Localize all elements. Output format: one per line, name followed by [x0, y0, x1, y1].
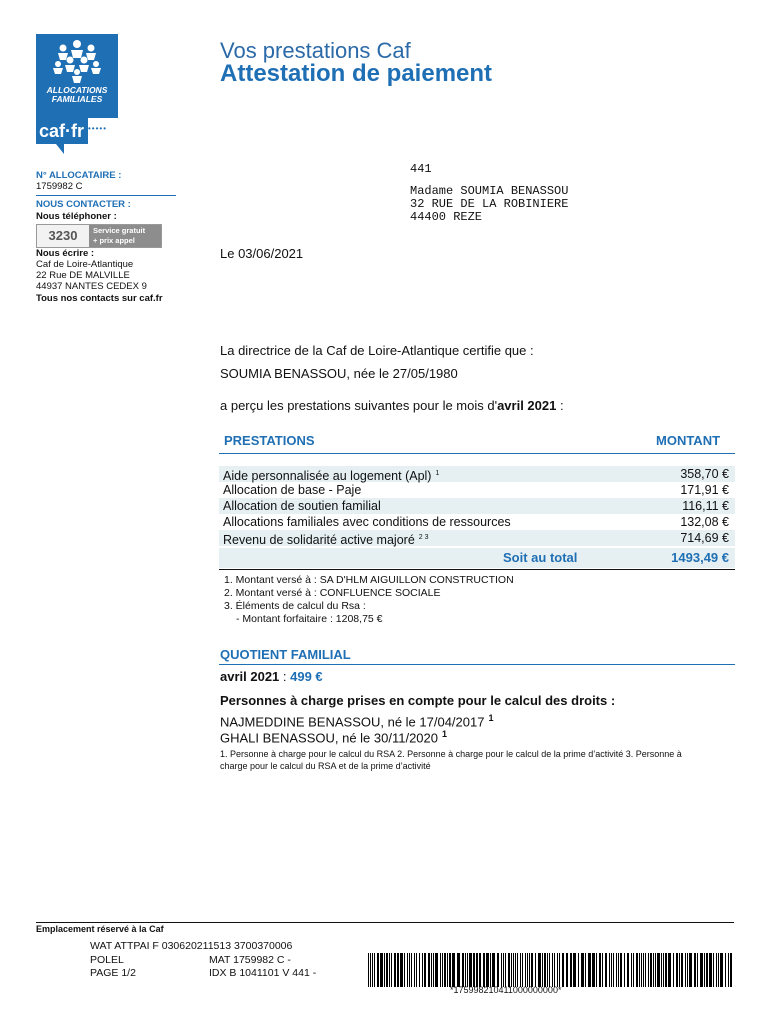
benefit-amount: 116,11 € — [682, 499, 729, 513]
table-total-row — [219, 548, 735, 568]
received-month: avril 2021 — [497, 398, 557, 413]
dependent-legend-line2: charge pour le calcul du RSA et de la prime d’activité — [220, 761, 431, 771]
benefit-name: Aide personnalisée au logement (Apl) — [223, 469, 432, 484]
phone-tag-line1: Service gratuit — [93, 226, 146, 235]
document-title: Attestation de paiement — [220, 60, 493, 87]
total-label: Soit au total — [503, 550, 578, 565]
quotient-separator: : — [279, 669, 291, 684]
dependent-person — [220, 729, 447, 745]
benefit-name: Allocation de soutien familial — [223, 499, 381, 513]
benefit-amount: 171,91 € — [680, 483, 729, 497]
footer-line3b: IDX B 1041101 V 441 - — [209, 967, 317, 979]
barcode-text: *175998210411000000000* — [450, 985, 562, 995]
benefit-name: Revenu de solidarité active majoré — [223, 533, 415, 548]
caf-fr-badge: caf·fr — [36, 118, 88, 144]
table-row — [219, 482, 735, 498]
logo-brand-text — [36, 86, 118, 104]
benefit-note: 1 — [435, 470, 440, 477]
dependent-person — [220, 713, 493, 729]
footer-line2a: POLEL — [90, 954, 124, 966]
reserved-label: Emplacement réservé à la Caf — [36, 924, 164, 934]
table-row — [219, 498, 735, 514]
benefit-name: Allocation de base - Paje — [223, 483, 362, 497]
address-line3: 44937 NANTES CEDEX 9 — [36, 281, 147, 292]
total-amount: 1493,49 € — [671, 550, 729, 565]
benefit-note: 2 3 — [418, 534, 429, 541]
dependent-name: NAJMEDDINE BENASSOU, né le 17/04/2017 — [220, 714, 485, 730]
caf-logo — [36, 34, 118, 118]
dependent-note: 1 — [442, 729, 448, 739]
footnote-3-detail: - Montant forfaitaire : 1208,75 € — [236, 613, 383, 625]
barcode-image — [368, 953, 734, 987]
footnote-1: 1. Montant versé à : SA D'HLM AIGUILLON CONSTRUCTION — [224, 574, 514, 586]
table-row — [219, 466, 735, 482]
benefit-label — [223, 530, 429, 548]
footnote-2: 2. Montant versé à : CONFLUENCE SOCIALE — [224, 587, 441, 599]
recipient-code: 441 — [410, 162, 432, 176]
table-header-rule — [219, 453, 735, 454]
family-icon — [48, 38, 106, 86]
footer-line3a: PAGE 1/2 — [90, 967, 136, 979]
badge-pointer-icon — [56, 144, 64, 154]
dependent-name: GHALI BENASSOU, né le 30/11/2020 — [220, 730, 438, 746]
benefit-label — [223, 514, 511, 530]
quotient-title: QUOTIENT FAMILIAL — [220, 647, 351, 662]
column-prestations: PRESTATIONS — [224, 433, 315, 448]
address-line1: Caf de Loire-Atlantique — [36, 259, 134, 270]
benefit-amount: 358,70 € — [680, 467, 729, 481]
benefit-amount: 714,69 € — [680, 531, 729, 545]
phone-tag — [89, 225, 161, 247]
contacts-link[interactable]: Tous nos contacts sur caf.fr — [36, 293, 163, 304]
phone-number: 3230 — [37, 225, 89, 247]
benefit-amount: 132,08 € — [680, 515, 729, 529]
received-prefix: a perçu les prestations suivantes pour le mois d' — [220, 398, 498, 413]
allocataire-number: 1759982 C — [36, 181, 83, 192]
beneficiary-text: SOUMIA BENASSOU, née le 27/05/1980 — [220, 366, 458, 381]
certify-text: La directrice de la Caf de Loire-Atlantique certifie que : — [220, 343, 534, 358]
address-line2: 22 Rue DE MALVILLE — [36, 270, 130, 281]
recipient-name: Madame SOUMIA BENASSOU — [410, 184, 569, 198]
persons-title: Personnes à charge prises en compte pour le calcul des droits : — [220, 693, 616, 708]
dependent-note: 1 — [488, 713, 494, 723]
dependent-legend-line1: 1. Personne à charge pour le calcul du RSA 2. Personne à charge pour le calcul de la prime d’activité 3. Personne à — [220, 749, 682, 759]
document-subtitle: Vos prestations Caf — [220, 38, 411, 63]
quotient-month: avril 2021 — [220, 669, 280, 684]
table-bottom-rule — [219, 569, 735, 570]
table-row — [219, 530, 735, 546]
table-row — [219, 514, 735, 530]
quotient-rule — [219, 664, 735, 665]
document-date: Le 03/06/2021 — [220, 246, 304, 261]
allocataire-label: N° ALLOCATAIRE : — [36, 170, 122, 181]
phone-label: Nous téléphoner : — [36, 211, 117, 222]
logo-brand-line1: ALLOCATIONS — [46, 85, 108, 95]
phone-box — [36, 224, 162, 248]
benefit-name: Allocations familiales avec conditions de ressources — [223, 515, 511, 529]
footer-rule — [36, 922, 734, 923]
sidebar-divider — [36, 195, 176, 196]
recipient-city: 44400 REZE — [410, 210, 483, 224]
logo-brand-line2: FAMILIALES — [51, 94, 103, 104]
benefit-label — [223, 482, 361, 498]
write-label: Nous écrire : — [36, 248, 95, 259]
received-suffix: : — [556, 398, 564, 413]
quotient-line — [220, 669, 323, 684]
recipient-street: 32 RUE DE LA ROBINIERE — [410, 197, 569, 211]
phone-tag-line2: + prix appel — [93, 236, 135, 245]
caf-fr-dots: ••••• — [88, 124, 108, 133]
footnote-3: 3. Éléments de calcul du Rsa : — [224, 600, 366, 612]
benefit-label — [223, 498, 381, 514]
footer-line2b: MAT 1759982 C - — [209, 954, 291, 966]
footer-line1: WAT ATTPAI F 030620211513 3700370006 — [90, 940, 293, 952]
column-montant: MONTANT — [656, 433, 721, 448]
contact-label: NOUS CONTACTER : — [36, 199, 131, 210]
received-text — [220, 398, 564, 413]
quotient-value: 499 € — [290, 669, 323, 684]
